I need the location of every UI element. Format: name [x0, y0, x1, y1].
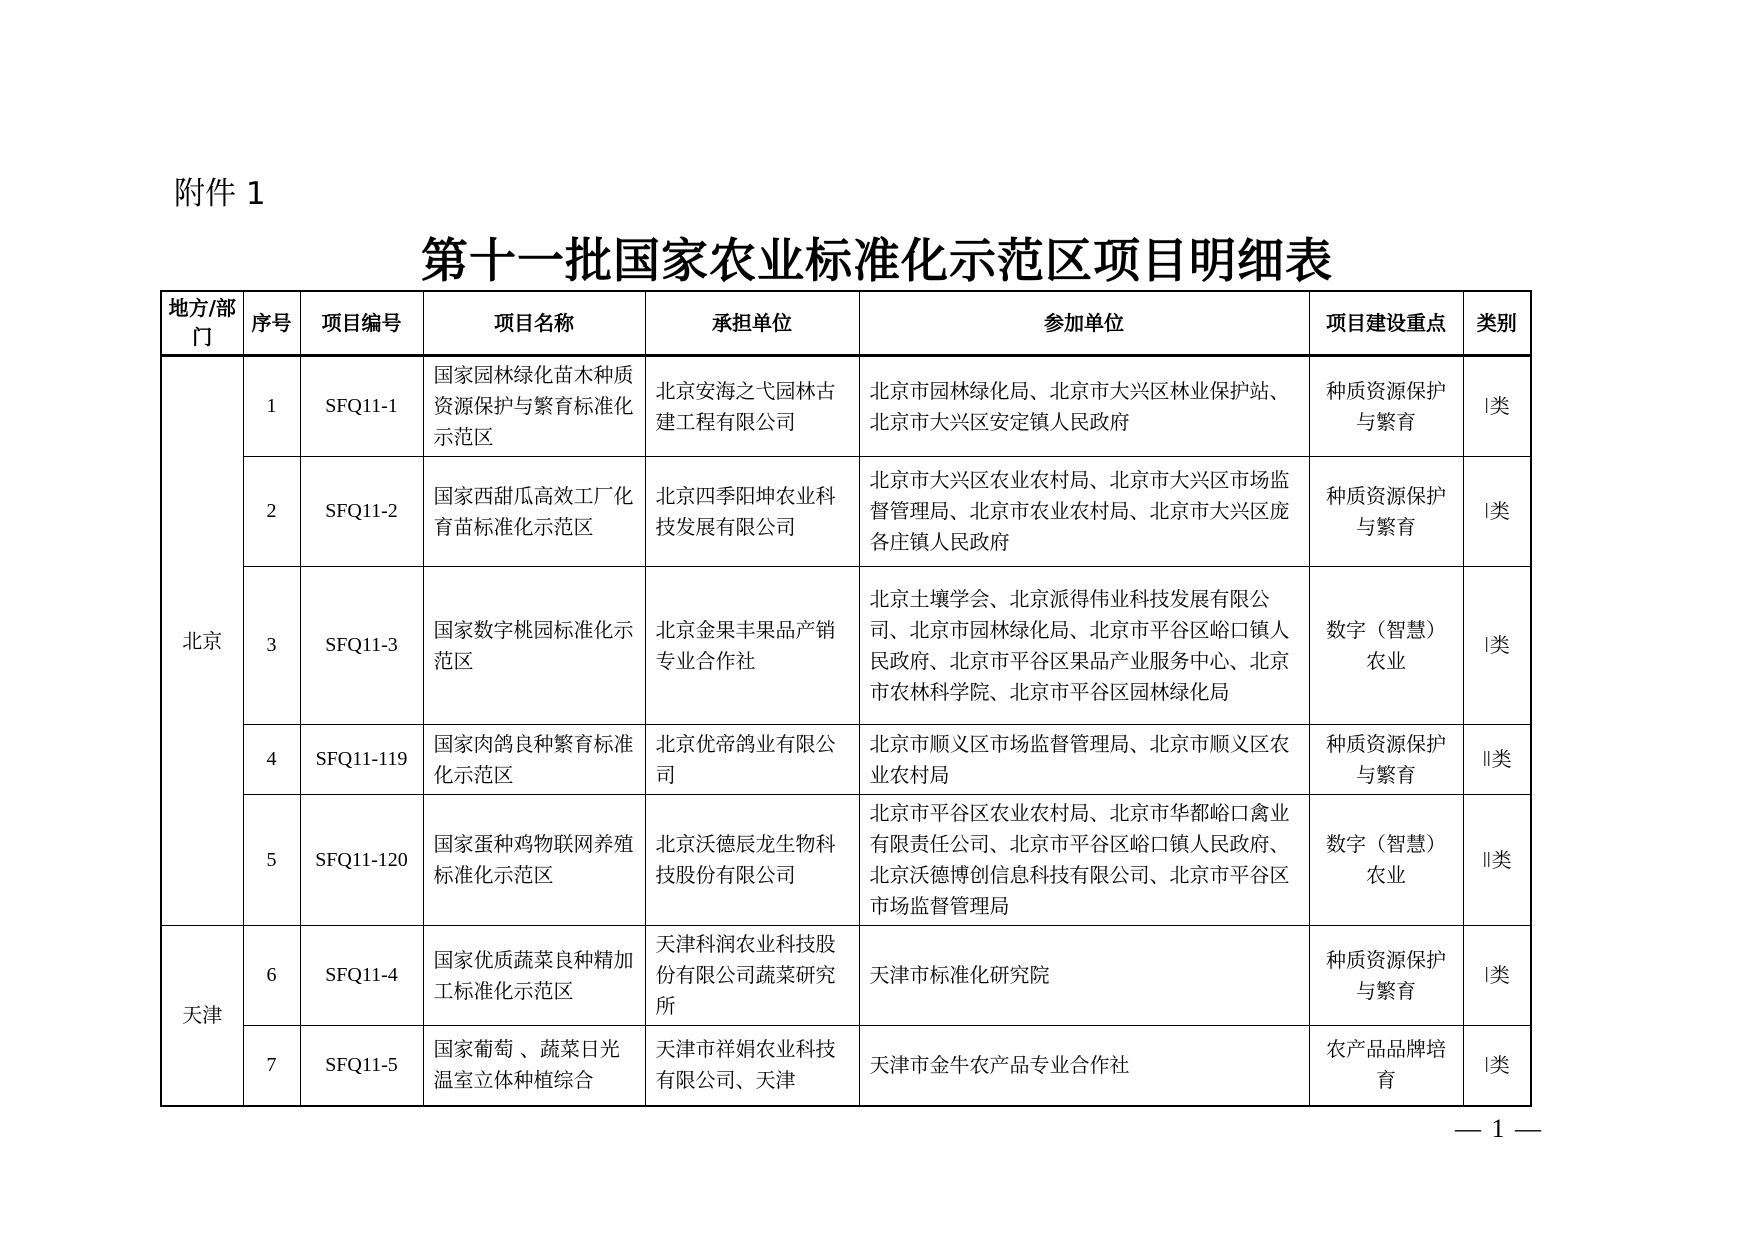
code-cell: SFQ11-5	[300, 1026, 423, 1106]
participants-cell: 北京市平谷区农业农村局、北京市华都峪口禽业有限责任公司、北京市平谷区峪口镇人民政府、北京沃德博创信息科技有限公司、北京市平谷区市场监督管理局	[859, 795, 1309, 926]
participants-cell: 天津市金牛农产品专业合作社	[859, 1026, 1309, 1106]
undertaker-cell: 北京四季阳坤农业科技发展有限公司	[645, 457, 859, 567]
code-cell: SFQ11-120	[300, 795, 423, 926]
code-cell: SFQ11-3	[300, 567, 423, 725]
table-row	[161, 567, 1531, 725]
name-cell: 国家蛋种鸡物联网养殖标准化示范区	[423, 795, 645, 926]
seq-cell: 4	[243, 725, 300, 795]
focus-cell: 种质资源保护与繁育	[1309, 457, 1463, 567]
table-row	[161, 1026, 1531, 1106]
code-cell: SFQ11-119	[300, 725, 423, 795]
participants-cell: 北京市园林绿化局、北京市大兴区林业保护站、北京市大兴区安定镇人民政府	[859, 356, 1309, 457]
undertaker-cell: 北京安海之弋园林古建工程有限公司	[645, 356, 859, 457]
seq-cell: 6	[243, 926, 300, 1026]
table-row	[161, 795, 1531, 926]
table-row	[161, 725, 1531, 795]
undertaker-cell: 北京优帝鸽业有限公司	[645, 725, 859, 795]
name-cell: 国家葡萄 、蔬菜日光温室立体种植综合	[423, 1026, 645, 1106]
table-header-row	[161, 291, 1531, 356]
region-cell-tianjin: 天津	[161, 926, 243, 1106]
code-cell: SFQ11-1	[300, 356, 423, 457]
seq-cell: 5	[243, 795, 300, 926]
header-name: 项目名称	[423, 291, 645, 356]
participants-cell: 天津市标准化研究院	[859, 926, 1309, 1026]
header-undertaker: 承担单位	[645, 291, 859, 356]
undertaker-cell: 天津市祥娟农业科技有限公司、天津	[645, 1026, 859, 1106]
seq-cell: 1	[243, 356, 300, 457]
participants-cell: 北京土壤学会、北京派得伟业科技发展有限公司、北京市园林绿化局、北京市平谷区峪口镇人民政府、北京市平谷区果品产业服务中心、北京市农林科学院、北京市平谷区园林绿化局	[859, 567, 1309, 725]
focus-cell: 数字（智慧）农业	[1309, 567, 1463, 725]
name-cell: 国家西甜瓜高效工厂化育苗标准化示范区	[423, 457, 645, 567]
header-participants: 参加单位	[859, 291, 1309, 356]
seq-cell: 3	[243, 567, 300, 725]
undertaker-cell: 天津科润农业科技股份有限公司蔬菜研究所	[645, 926, 859, 1026]
focus-cell: 数字（智慧）农业	[1309, 795, 1463, 926]
header-region: 地方/部门	[161, 291, 243, 356]
focus-cell: 种质资源保护与繁育	[1309, 356, 1463, 457]
focus-cell: 种质资源保护与繁育	[1309, 926, 1463, 1026]
code-cell: SFQ11-2	[300, 457, 423, 567]
project-detail-table	[160, 290, 1532, 1107]
region-cell-beijing: 北京	[161, 356, 243, 926]
attachment-label: 附件 1	[174, 176, 266, 212]
undertaker-cell: 北京金果丰果品产销专业合作社	[645, 567, 859, 725]
focus-cell: 种质资源保护与繁育	[1309, 725, 1463, 795]
category-cell: Ⅰ类	[1463, 356, 1531, 457]
header-category: 类别	[1463, 291, 1531, 356]
name-cell: 国家数字桃园标准化示范区	[423, 567, 645, 725]
header-focus: 项目建设重点	[1309, 291, 1463, 356]
participants-cell: 北京市顺义区市场监督管理局、北京市顺义区农业农村局	[859, 725, 1309, 795]
document-title: 第十一批国家农业标准化示范区项目明细表	[421, 234, 1333, 289]
seq-cell: 2	[243, 457, 300, 567]
header-seq: 序号	[243, 291, 300, 356]
header-code: 项目编号	[300, 291, 423, 356]
name-cell: 国家优质蔬菜良种精加工标准化示范区	[423, 926, 645, 1026]
category-cell: Ⅰ类	[1463, 926, 1531, 1026]
category-cell: Ⅱ类	[1463, 795, 1531, 926]
category-cell: Ⅰ类	[1463, 1026, 1531, 1106]
focus-cell: 农产品品牌培育	[1309, 1026, 1463, 1106]
code-cell: SFQ11-4	[300, 926, 423, 1026]
page-number: — 1 —	[1455, 1114, 1543, 1143]
table-row	[161, 356, 1531, 457]
category-cell: Ⅰ类	[1463, 567, 1531, 725]
table-row	[161, 926, 1531, 1026]
undertaker-cell: 北京沃德辰龙生物科技股份有限公司	[645, 795, 859, 926]
seq-cell: 7	[243, 1026, 300, 1106]
name-cell: 国家园林绿化苗木种质资源保护与繁育标准化示范区	[423, 356, 645, 457]
name-cell: 国家肉鸽良种繁育标准化示范区	[423, 725, 645, 795]
category-cell: Ⅰ类	[1463, 457, 1531, 567]
category-cell: Ⅱ类	[1463, 725, 1531, 795]
table-row	[161, 457, 1531, 567]
participants-cell: 北京市大兴区农业农村局、北京市大兴区市场监督管理局、北京市农业农村局、北京市大兴区庞各庄镇人民政府	[859, 457, 1309, 567]
